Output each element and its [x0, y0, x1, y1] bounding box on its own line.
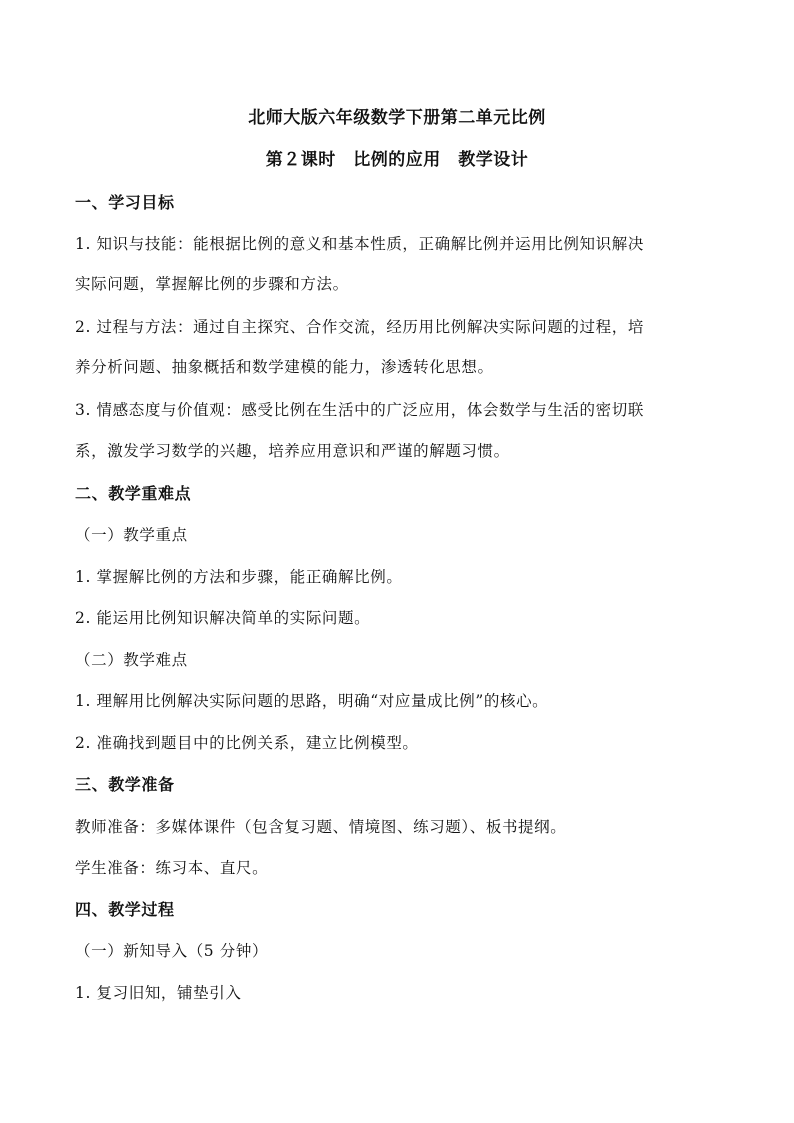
paragraph-line: 实际问题，掌握解比例的步骤和方法。	[75, 275, 349, 293]
paragraph-line: 3. 情感态度与价值观：感受比例在生活中的广泛应用，体会数学与生活的密切联	[75, 401, 644, 419]
paragraph-line: 学生准备：练习本、直尺。	[75, 859, 269, 877]
paragraph-line: 1. 知识与技能：能根据比例的意义和基本性质，正确解比例并运用比例知识解决	[75, 235, 644, 253]
document-subtitle: 第２课时 比例的应用 教学设计	[265, 150, 529, 170]
paragraph-line: 教师准备：多媒体课件（包含复习题、情境图、练习题）、板书提纲。	[75, 818, 567, 836]
section-heading-preparation: 三、教学准备	[75, 775, 175, 794]
paragraph-line: 2. 能运用比例知识解决简单的实际问题。	[75, 609, 371, 627]
paragraph-line: 1. 掌握解比例的方法和步骤，能正确解比例。	[75, 568, 403, 586]
paragraph-line: 2. 准确找到题目中的比例关系，建立比例模型。	[75, 734, 419, 752]
subsection-heading: （二）教学难点	[75, 651, 188, 669]
paragraph-line: 1. 理解用比例解决实际问题的思路，明确“对应量成比例”的核心。	[75, 692, 549, 710]
subsection-heading: （一）新知导入（5 分钟）	[75, 942, 269, 960]
paragraph-line: 系，激发学习数学的兴趣，培养应用意识和严谨的解题习惯。	[75, 442, 510, 460]
paragraph-line: 养分析问题、抽象概括和数学建模的能力，渗透转化思想。	[75, 358, 494, 376]
paragraph-line: 2. 过程与方法：通过自主探究、合作交流，经历用比例解决实际问题的过程，培	[75, 318, 644, 336]
section-heading-key-points: 二、教学重难点	[75, 484, 192, 503]
document-title: 北师大版六年级数学下册第二单元比例	[248, 108, 546, 128]
section-heading-process: 四、教学过程	[75, 900, 175, 919]
section-heading-objectives: 一、学习目标	[75, 193, 175, 212]
subsection-heading: （一）教学重点	[75, 526, 188, 544]
paragraph-line: 1. 复习旧知，铺垫引入	[75, 984, 242, 1002]
